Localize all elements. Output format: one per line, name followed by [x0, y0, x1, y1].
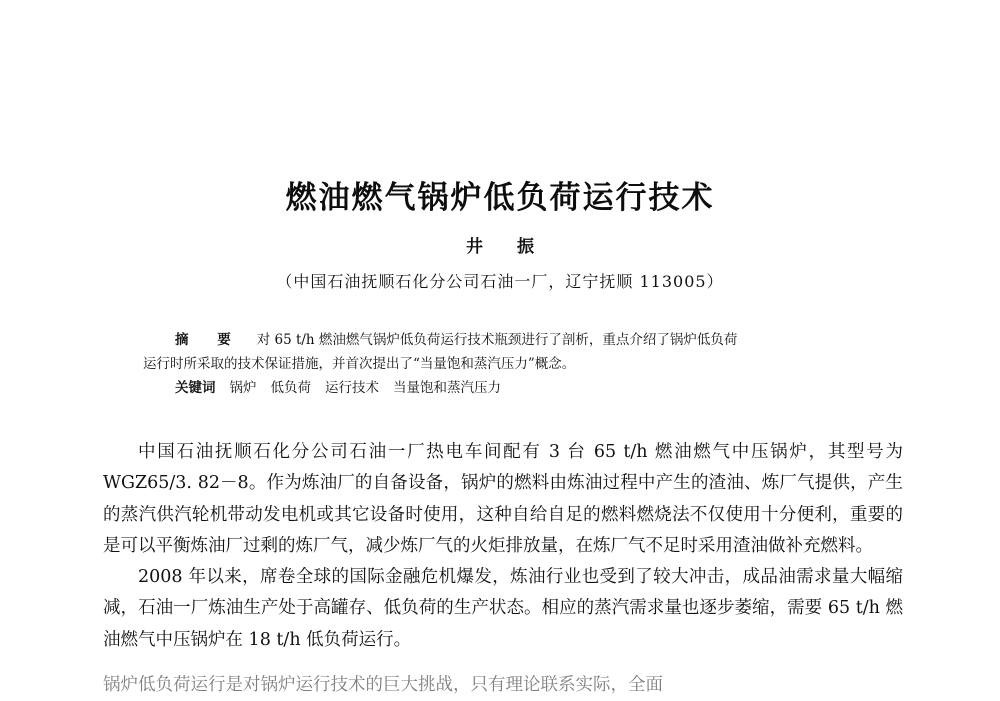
- paper-title: 燃油燃气锅炉低负荷运行技术: [285, 180, 715, 216]
- abstract-block: [143, 328, 863, 400]
- body-paragraph-3-partial: 锅炉低负荷运行是对锅炉运行技术的巨大挑战，只有理论联系实际，全面: [103, 675, 663, 695]
- keyword-item: 低负荷: [270, 380, 311, 396]
- keyword-item: 锅炉: [229, 380, 257, 396]
- abstract-text-1: 对 65 t/h 燃油燃气锅炉低负荷运行技术瓶颈进行了剖析，重点介绍了锅炉低负荷: [256, 332, 738, 348]
- body-text: [103, 437, 903, 656]
- abstract-line-1: [143, 328, 863, 352]
- abstract-line-2: 运行时所采取的技术保证措施，并首次提出了“当量饱和蒸汽压力”概念。: [143, 356, 576, 372]
- body-paragraph-1: 中国石油抚顺石化分公司石油一厂热电车间配有 3 台 65 t/h 燃油燃气中压锅炉，其型号为 WGZ65/3. 82－8。作为炼油厂的自备设备，锅炉的燃料由炼油过程中产生的渣油、炼厂气提供，产生的蒸汽供汽轮机带动发电机或其它设备时使用，这种自给自足的燃料燃烧法不仅使用十分便利，重要的是可以平衡炼油厂过剩的炼厂气，减少炼厂气的火炬排放量，在炼厂气不足时采用渣油做补充燃料。: [103, 442, 903, 556]
- body-paragraph-2: 2008 年以来，席卷全球的国际金融危机爆发，炼油行业也受到了较大冲击，成品油需求量大幅缩减，石油一厂炼油生产处于高罐存、低负荷的生产状态。相应的蒸汽需求量也逐步萎缩，需要 65 t/h 燃油燃气中压锅炉在 18 t/h 低负荷运行。: [103, 567, 903, 650]
- abstract-label: 摘 要: [175, 332, 243, 348]
- author-affiliation: （中国石油抚顺石化分公司石油一厂，辽宁抚顺 113005）: [276, 272, 724, 291]
- keyword-item: 运行技术: [325, 380, 379, 396]
- keywords-label: 关键词: [175, 380, 216, 396]
- keyword-item: 当量饱和蒸汽压力: [393, 380, 501, 396]
- author-name: 井 振: [466, 237, 548, 257]
- keywords-line: [143, 376, 863, 400]
